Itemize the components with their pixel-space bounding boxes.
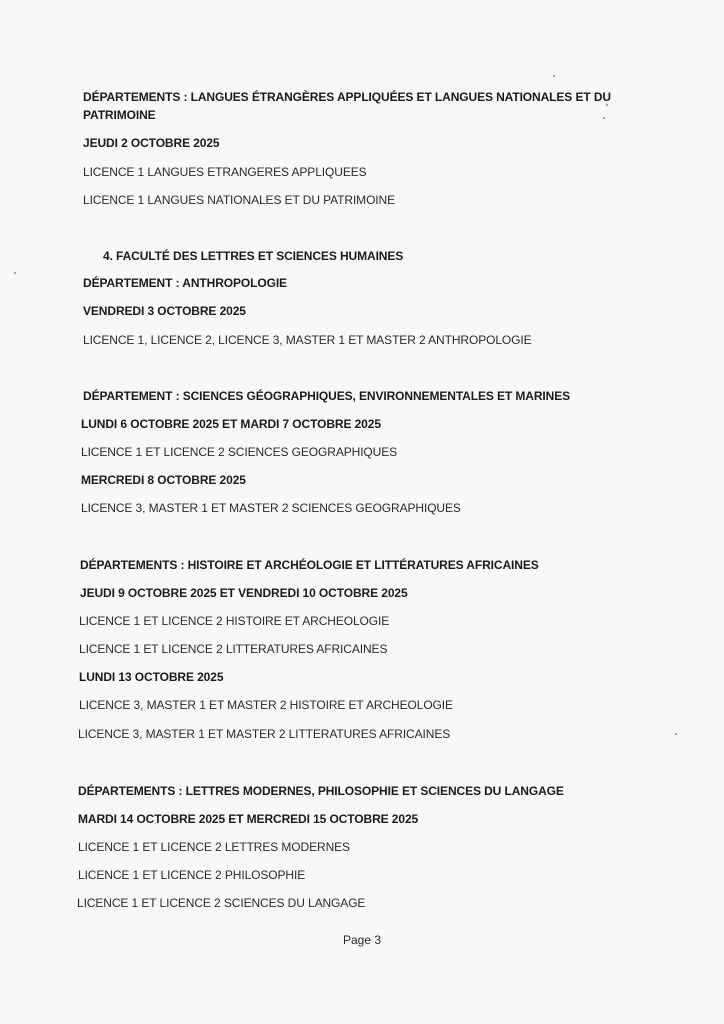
- heading-line: DÉPARTEMENTS : LANGUES ÉTRANGÈRES APPLIQUÉES ET LANGUES NATIONALES ET DU: [83, 90, 611, 104]
- heading-line: MARDI 14 OCTOBRE 2025 ET MERCREDI 15 OCTOBRE 2025: [78, 812, 419, 826]
- program-line: LICENCE 1 LANGUES ETRANGERES APPLIQUEES: [83, 165, 367, 179]
- scan-speck: [14, 272, 16, 274]
- program-line: LICENCE 3, MASTER 1 ET MASTER 2 LITTERATURES AFRICAINES: [78, 727, 451, 741]
- program-line: LICENCE 3, MASTER 1 ET MASTER 2 HISTOIRE ET ARCHEOLOGIE: [79, 698, 453, 712]
- heading-line: VENDREDI 3 OCTOBRE 2025: [83, 304, 246, 318]
- heading-line: LUNDI 6 OCTOBRE 2025 ET MARDI 7 OCTOBRE 2025: [81, 417, 381, 431]
- program-line: LICENCE 1 ET LICENCE 2 HISTOIRE ET ARCHEOLOGIE: [79, 614, 390, 628]
- heading-line: JEUDI 2 OCTOBRE 2025: [83, 136, 220, 150]
- heading-line: JEUDI 9 OCTOBRE 2025 ET VENDREDI 10 OCTOBRE 2025: [80, 586, 408, 600]
- heading-line: DÉPARTEMENT : SCIENCES GÉOGRAPHIQUES, ENVIRONNEMENTALES ET MARINES: [83, 389, 571, 403]
- program-line: LICENCE 1 LANGUES NATIONALES ET DU PATRIMOINE: [83, 193, 396, 207]
- heading-line: LUNDI 13 OCTOBRE 2025: [79, 670, 224, 684]
- scan-speck: [603, 117, 605, 119]
- program-line: LICENCE 1 ET LICENCE 2 PHILOSOPHIE: [78, 868, 306, 882]
- heading-line: DÉPARTEMENT : ANTHROPOLOGIE: [83, 276, 287, 290]
- scan-speck: [553, 75, 555, 77]
- program-line: LICENCE 3, MASTER 1 ET MASTER 2 SCIENCES GEOGRAPHIQUES: [81, 501, 461, 515]
- page-number: Page 3: [343, 933, 382, 947]
- program-line: LICENCE 1, LICENCE 2, LICENCE 3, MASTER 1 ET MASTER 2 ANTHROPOLOGIE: [83, 333, 532, 347]
- heading-line: PATRIMOINE: [83, 108, 156, 122]
- program-line: LICENCE 1 ET LICENCE 2 LITTERATURES AFRICAINES: [79, 642, 388, 656]
- scan-speck: [675, 733, 677, 735]
- program-line: LICENCE 1 ET LICENCE 2 SCIENCES DU LANGAGE: [77, 896, 366, 910]
- heading-line: MERCREDI 8 OCTOBRE 2025: [81, 473, 246, 487]
- heading-line: 4. FACULTÉ DES LETTRES ET SCIENCES HUMAINES: [103, 249, 404, 263]
- scan-speck: [606, 104, 608, 106]
- heading-line: DÉPARTEMENTS : LETTRES MODERNES, PHILOSOPHIE ET SCIENCES DU LANGAGE: [78, 784, 564, 798]
- program-line: LICENCE 1 ET LICENCE 2 LETTRES MODERNES: [78, 840, 350, 854]
- program-line: LICENCE 1 ET LICENCE 2 SCIENCES GEOGRAPHIQUES: [81, 445, 398, 459]
- heading-line: DÉPARTEMENTS : HISTOIRE ET ARCHÉOLOGIE ET LITTÉRATURES AFRICAINES: [80, 558, 539, 572]
